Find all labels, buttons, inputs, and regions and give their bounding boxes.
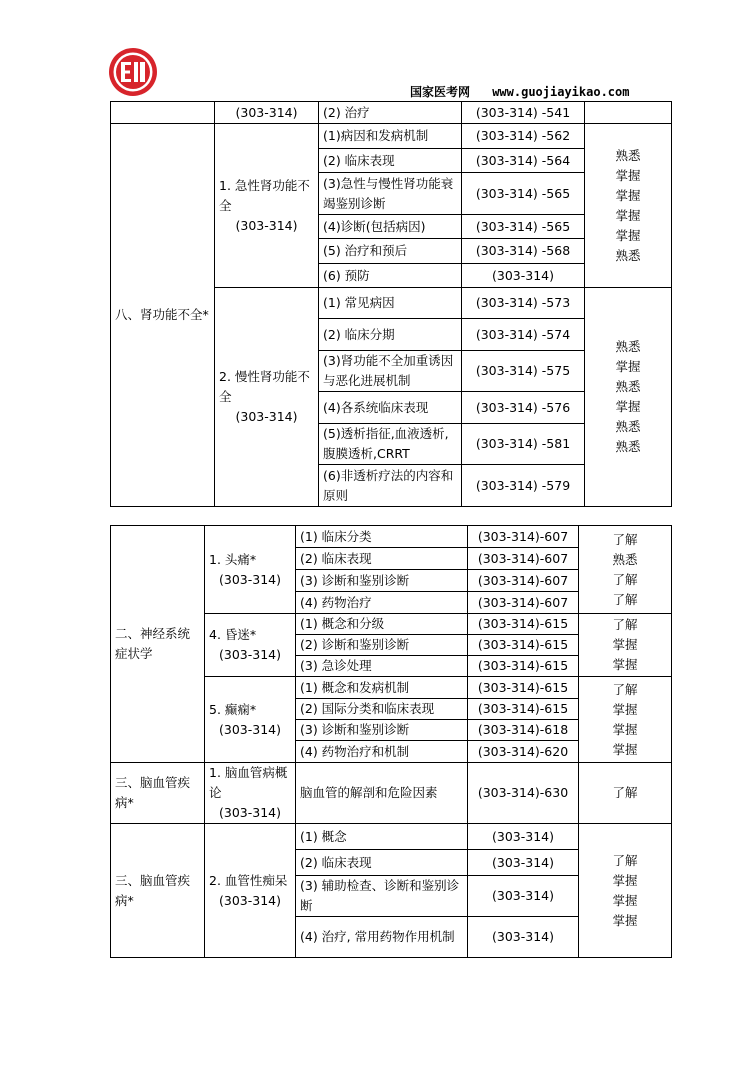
unit-title: 4. 昏迷* [209, 627, 257, 642]
item-detail: (4) 治疗, 常用药物作用机制 [296, 917, 468, 958]
unit-code: (303-314) [235, 217, 298, 233]
level-cell [579, 824, 672, 958]
item-detail: (2) 治疗 [319, 102, 462, 124]
level-label: 熟悉 [615, 339, 641, 354]
item-ref: (303-314) -576 [462, 392, 585, 424]
site-header [410, 83, 629, 100]
item-ref: (303-314)-607 [468, 592, 579, 614]
level-label: 了解 [612, 785, 638, 800]
chapter-cell: 三、脑血管疾病* [111, 763, 205, 824]
level-cell [579, 614, 672, 677]
item-ref: (303-314)-620 [468, 741, 579, 763]
level-label: 了解 [612, 591, 638, 607]
chapter-cell: 二、神经系统症状学 [111, 526, 205, 763]
item-ref: (303-314)-615 [468, 614, 579, 635]
table-row [111, 763, 672, 824]
empty-cell [585, 102, 672, 124]
item-ref: (303-314) [462, 264, 585, 288]
level-label: 了解 [612, 531, 638, 547]
level-label: 了解 [612, 852, 638, 868]
item-detail: (1)病因和发病机制 [319, 124, 462, 149]
unit-cell [205, 526, 296, 614]
level-label: 掌握 [612, 912, 638, 928]
level-label: 熟悉 [615, 247, 641, 263]
level-cell [585, 288, 672, 507]
level-label: 掌握 [612, 637, 638, 652]
level-cell [579, 526, 672, 614]
unit-code: (303-314) [215, 102, 319, 124]
item-detail: 脑血管的解剖和危险因素 [296, 763, 468, 824]
item-ref: (303-314) [468, 917, 579, 958]
unit-title: 1. 头痛* [209, 551, 257, 567]
unit-code: (303-314) [235, 409, 298, 424]
item-detail: (1) 临床分类 [296, 526, 468, 548]
syllabus-table-renal [110, 101, 672, 507]
unit-title: 5. 癫痫* [209, 701, 257, 717]
table-row [111, 124, 672, 149]
unit-title: 1. 急性肾功能不全 [219, 177, 310, 213]
level-label: 掌握 [612, 701, 638, 717]
item-detail: (4)各系统临床表现 [319, 392, 462, 424]
level-label: 了解 [612, 617, 638, 632]
item-ref: (303-314)-615 [468, 677, 579, 699]
item-ref: (303-314) -573 [462, 288, 585, 319]
level-label: 了解 [612, 571, 638, 587]
level-label: 掌握 [615, 399, 641, 414]
item-ref: (303-314) -565 [462, 215, 585, 239]
item-detail: (2) 国际分类和临床表现 [296, 699, 468, 720]
item-ref: (303-314)-607 [468, 570, 579, 592]
item-ref: (303-314) -575 [462, 351, 585, 392]
item-ref: (303-314) -574 [462, 319, 585, 351]
level-cell [585, 124, 672, 288]
item-detail: (1) 概念和发病机制 [296, 677, 468, 699]
unit-cell [215, 124, 319, 288]
item-ref: (303-314) [468, 876, 579, 917]
item-ref: (303-314) -564 [462, 149, 585, 173]
empty-cell [111, 102, 215, 124]
item-detail: (3)急性与慢性肾功能衰竭鉴别诊断 [319, 173, 462, 215]
item-detail: (2) 诊断和鉴别诊断 [296, 635, 468, 656]
item-detail: (3) 诊断和鉴别诊断 [296, 570, 468, 592]
level-label: 熟悉 [615, 147, 641, 163]
item-detail: (6)非透析疗法的内容和原则 [319, 465, 462, 507]
item-ref: (303-314) [468, 824, 579, 850]
unit-cell [205, 677, 296, 763]
item-detail: (1) 概念 [296, 824, 468, 850]
unit-title: 2. 血管性痴呆 [209, 872, 288, 888]
item-detail: (2) 临床分期 [319, 319, 462, 351]
level-label: 了解 [612, 681, 638, 697]
level-label: 熟悉 [615, 379, 641, 394]
item-ref: (303-314)-615 [468, 656, 579, 677]
item-ref: (303-314) -579 [462, 465, 585, 507]
item-ref: (303-314)-618 [468, 720, 579, 741]
item-detail: (4) 药物治疗和机制 [296, 741, 468, 763]
item-detail: (1) 概念和分级 [296, 614, 468, 635]
unit-code: (303-314) [219, 805, 281, 820]
level-label: 掌握 [612, 657, 638, 672]
unit-title: 1. 脑血管病概论 [209, 765, 288, 800]
item-ref: (303-314)-607 [468, 526, 579, 548]
item-detail: (3)肾功能不全加重诱因与恶化进展机制 [319, 351, 462, 392]
item-detail: (5)透析指征,血液透析,腹膜透析,CRRT [319, 424, 462, 465]
level-label: 熟悉 [615, 439, 641, 454]
item-ref: (303-314) -562 [462, 124, 585, 149]
logo [107, 46, 159, 98]
unit-code: (303-314) [219, 721, 281, 737]
level-label: 掌握 [612, 721, 638, 737]
unit-cell [205, 614, 296, 677]
item-detail: (1) 常见病因 [319, 288, 462, 319]
item-ref: (303-314) [468, 850, 579, 876]
item-detail: (2) 临床表现 [296, 850, 468, 876]
site-name: 国家医考网 [410, 85, 471, 99]
level-label: 掌握 [615, 207, 641, 223]
table-row [111, 102, 672, 124]
table-row [111, 526, 672, 548]
level-label: 掌握 [615, 227, 641, 243]
unit-cell [215, 288, 319, 507]
item-detail: (4)诊断(包括病因) [319, 215, 462, 239]
level-label: 熟悉 [612, 551, 638, 567]
level-label: 掌握 [615, 187, 641, 203]
item-ref: (303-314) -565 [462, 173, 585, 215]
unit-code: (303-314) [219, 571, 281, 587]
item-detail: (3) 诊断和鉴别诊断 [296, 720, 468, 741]
level-label: 掌握 [612, 872, 638, 888]
unit-title: 2. 慢性肾功能不全 [219, 369, 310, 404]
unit-code: (303-314) [219, 647, 281, 662]
level-label: 掌握 [615, 359, 641, 374]
level-cell [579, 763, 672, 824]
item-ref: (303-314)-615 [468, 699, 579, 720]
item-ref: (303-314)-607 [468, 548, 579, 570]
item-ref: (303-314) -541 [462, 102, 585, 124]
unit-cell [205, 763, 296, 824]
site-url[interactable]: www.guojiayikao.com [492, 85, 630, 99]
item-ref: (303-314)-630 [468, 763, 579, 824]
item-detail: (5) 治疗和预后 [319, 239, 462, 264]
logo-letter-e [121, 62, 131, 82]
item-detail: (4) 药物治疗 [296, 592, 468, 614]
item-detail: (2) 临床表现 [296, 548, 468, 570]
chapter-cell: 八、肾功能不全* [111, 124, 215, 507]
item-detail: (2) 临床表现 [319, 149, 462, 173]
level-cell [579, 677, 672, 763]
level-label: 掌握 [615, 167, 641, 183]
level-label: 掌握 [612, 892, 638, 908]
syllabus-table-neuro [110, 525, 672, 958]
level-label: 掌握 [612, 741, 638, 757]
item-ref: (303-314)-615 [468, 635, 579, 656]
item-ref: (303-314) -568 [462, 239, 585, 264]
item-detail: (6) 预防 [319, 264, 462, 288]
item-ref: (303-314) -581 [462, 424, 585, 465]
item-detail: (3) 急诊处理 [296, 656, 468, 677]
table-row [111, 824, 672, 850]
level-label: 熟悉 [615, 419, 641, 434]
unit-code: (303-314) [219, 892, 281, 908]
chapter-cell: 三、脑血管疾病* [111, 824, 205, 958]
unit-cell [205, 824, 296, 958]
item-detail: (3) 辅助检查、诊断和鉴别诊断 [296, 876, 468, 917]
